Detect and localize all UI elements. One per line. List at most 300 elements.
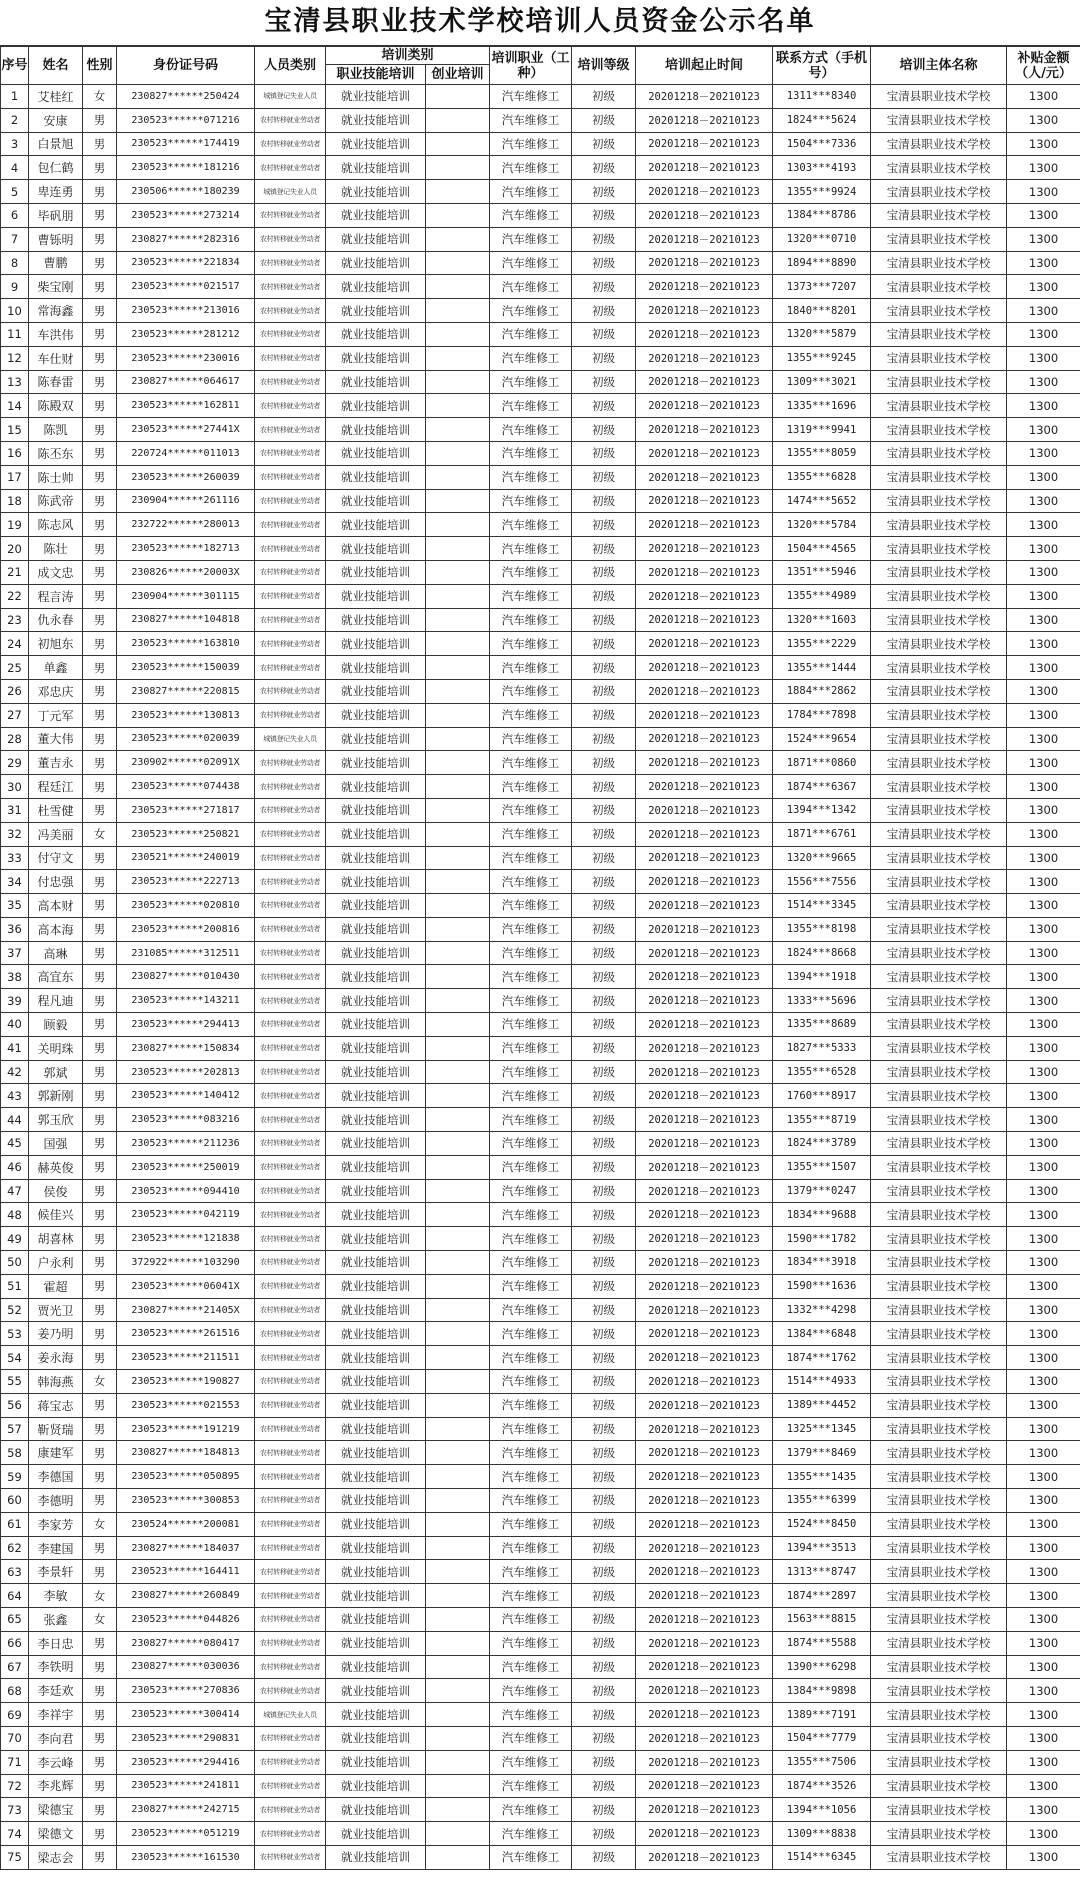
cell-level: 初级 — [572, 1465, 636, 1489]
cell-period: 20201218－20210123 — [636, 1560, 773, 1584]
cell-level: 初级 — [572, 727, 636, 751]
cell-occupation: 汽车维修工 — [490, 1084, 572, 1108]
cell-id-number: 230523******094410 — [117, 1179, 255, 1203]
cell-category: 农村转移就业劳动者 — [255, 1274, 326, 1298]
cell-amount: 1300 — [1007, 1584, 1080, 1608]
cell-seq: 6 — [1, 203, 29, 227]
cell-train-startup — [426, 1441, 490, 1465]
cell-phone: 1355***7506 — [773, 1750, 871, 1774]
cell-phone: 1824***8668 — [773, 941, 871, 965]
cell-name: 国强 — [29, 1132, 83, 1156]
cell-name: 康建军 — [29, 1441, 83, 1465]
table-row — [1, 441, 1080, 465]
cell-seq: 14 — [1, 394, 29, 418]
cell-train-skill: 就业技能培训 — [326, 1845, 426, 1869]
cell-amount: 1300 — [1007, 322, 1080, 346]
cell-phone: 1504***4565 — [773, 537, 871, 561]
cell-seq: 40 — [1, 1013, 29, 1037]
cell-seq: 15 — [1, 418, 29, 442]
cell-seq: 59 — [1, 1465, 29, 1489]
cell-train-skill: 就业技能培训 — [326, 584, 426, 608]
cell-seq: 25 — [1, 656, 29, 680]
cell-org: 宝清县职业技术学校 — [871, 798, 1007, 822]
cell-id-number: 230523******121838 — [117, 1227, 255, 1251]
table-row — [1, 870, 1080, 894]
cell-train-startup — [426, 180, 490, 204]
cell-phone: 1504***7336 — [773, 132, 871, 156]
cell-occupation: 汽车维修工 — [490, 894, 572, 918]
cell-seq: 8 — [1, 251, 29, 275]
cell-gender: 男 — [83, 180, 117, 204]
cell-amount: 1300 — [1007, 203, 1080, 227]
cell-level: 初级 — [572, 965, 636, 989]
cell-amount: 1300 — [1007, 489, 1080, 513]
cell-name: 李廷欢 — [29, 1679, 83, 1703]
cell-id-number: 230523******241811 — [117, 1774, 255, 1798]
cell-gender: 男 — [83, 1132, 117, 1156]
cell-period: 20201218－20210123 — [636, 917, 773, 941]
cell-gender: 男 — [83, 989, 117, 1013]
table-row — [1, 608, 1080, 632]
cell-occupation: 汽车维修工 — [490, 441, 572, 465]
cell-org: 宝清县职业技术学校 — [871, 584, 1007, 608]
cell-period: 20201218－20210123 — [636, 941, 773, 965]
cell-level: 初级 — [572, 1631, 636, 1655]
cell-level: 初级 — [572, 608, 636, 632]
cell-seq: 39 — [1, 989, 29, 1013]
cell-train-startup — [426, 489, 490, 513]
cell-id-number: 372922******103290 — [117, 1251, 255, 1275]
cell-phone: 1379***8469 — [773, 1441, 871, 1465]
cell-id-number: 230523******083216 — [117, 1108, 255, 1132]
cell-org: 宝清县职业技术学校 — [871, 227, 1007, 251]
cell-train-startup — [426, 1227, 490, 1251]
cell-name: 董吉永 — [29, 751, 83, 775]
cell-name: 李云峰 — [29, 1750, 83, 1774]
cell-org: 宝清县职业技术学校 — [871, 370, 1007, 394]
cell-id-number: 230523******074438 — [117, 775, 255, 799]
cell-train-startup — [426, 894, 490, 918]
cell-name: 毕矾朋 — [29, 203, 83, 227]
cell-name: 李敏 — [29, 1584, 83, 1608]
cell-org: 宝清县职业技术学校 — [871, 1417, 1007, 1441]
table-row — [1, 322, 1080, 346]
cell-period: 20201218－20210123 — [636, 798, 773, 822]
cell-phone: 1874***2897 — [773, 1584, 871, 1608]
cell-seq: 75 — [1, 1845, 29, 1869]
cell-level: 初级 — [572, 370, 636, 394]
cell-train-skill: 就业技能培训 — [326, 1013, 426, 1037]
cell-gender: 男 — [83, 679, 117, 703]
cell-phone: 1390***6298 — [773, 1655, 871, 1679]
cell-level: 初级 — [572, 1298, 636, 1322]
cell-org: 宝清县职业技术学校 — [871, 1655, 1007, 1679]
cell-amount: 1300 — [1007, 1798, 1080, 1822]
cell-seq: 29 — [1, 751, 29, 775]
cell-org: 宝清县职业技术学校 — [871, 1845, 1007, 1869]
cell-train-skill: 就业技能培训 — [326, 1274, 426, 1298]
cell-train-startup — [426, 394, 490, 418]
cell-org: 宝清县职业技术学校 — [871, 418, 1007, 442]
cell-org: 宝清县职业技术学校 — [871, 1155, 1007, 1179]
cell-org: 宝清县职业技术学校 — [871, 394, 1007, 418]
cell-amount: 1300 — [1007, 608, 1080, 632]
cell-phone: 1325***1345 — [773, 1417, 871, 1441]
cell-category: 农村转移就业劳动者 — [255, 846, 326, 870]
cell-train-startup — [426, 1036, 490, 1060]
cell-category: 农村转移就业劳动者 — [255, 275, 326, 299]
cell-occupation: 汽车维修工 — [490, 1703, 572, 1727]
header-gender: 性别 — [83, 47, 117, 85]
cell-org: 宝清县职业技术学校 — [871, 1179, 1007, 1203]
cell-id-number: 230827******184813 — [117, 1441, 255, 1465]
cell-name: 赫英俊 — [29, 1155, 83, 1179]
cell-org: 宝清县职业技术学校 — [871, 322, 1007, 346]
cell-category: 农村转移就业劳动者 — [255, 679, 326, 703]
cell-train-startup — [426, 1631, 490, 1655]
cell-phone: 1351***5946 — [773, 560, 871, 584]
cell-occupation: 汽车维修工 — [490, 1845, 572, 1869]
cell-phone: 1320***9665 — [773, 846, 871, 870]
cell-train-skill: 就业技能培训 — [326, 132, 426, 156]
cell-train-startup — [426, 632, 490, 656]
cell-seq: 58 — [1, 1441, 29, 1465]
cell-amount: 1300 — [1007, 251, 1080, 275]
cell-phone: 1394***1342 — [773, 798, 871, 822]
cell-train-startup — [426, 322, 490, 346]
cell-gender: 男 — [83, 1251, 117, 1275]
cell-period: 20201218－20210123 — [636, 180, 773, 204]
cell-train-skill: 就业技能培训 — [326, 727, 426, 751]
cell-train-skill: 就业技能培训 — [326, 370, 426, 394]
cell-occupation: 汽车维修工 — [490, 1655, 572, 1679]
cell-name: 韩海燕 — [29, 1370, 83, 1394]
cell-name: 候佳兴 — [29, 1203, 83, 1227]
cell-occupation: 汽车维修工 — [490, 608, 572, 632]
cell-period: 20201218－20210123 — [636, 727, 773, 751]
cell-phone: 1333***5696 — [773, 989, 871, 1013]
cell-name: 艾桂红 — [29, 85, 83, 109]
cell-category: 农村转移就业劳动者 — [255, 1132, 326, 1156]
table-row — [1, 822, 1080, 846]
cell-train-startup — [426, 441, 490, 465]
cell-seq: 36 — [1, 917, 29, 941]
cell-seq: 65 — [1, 1608, 29, 1632]
cell-category: 农村转移就业劳动者 — [255, 917, 326, 941]
cell-category: 农村转移就业劳动者 — [255, 441, 326, 465]
cell-phone: 1320***1603 — [773, 608, 871, 632]
cell-train-skill: 就业技能培训 — [326, 822, 426, 846]
cell-id-number: 230904******261116 — [117, 489, 255, 513]
cell-category: 农村转移就业劳动者 — [255, 1726, 326, 1750]
cell-train-skill: 就业技能培训 — [326, 1393, 426, 1417]
cell-train-skill: 就业技能培训 — [326, 322, 426, 346]
cell-name: 郭新刚 — [29, 1084, 83, 1108]
cell-occupation: 汽车维修工 — [490, 989, 572, 1013]
cell-gender: 男 — [83, 1679, 117, 1703]
cell-train-startup — [426, 608, 490, 632]
cell-seq: 12 — [1, 346, 29, 370]
table-row — [1, 465, 1080, 489]
cell-level: 初级 — [572, 1679, 636, 1703]
table-row — [1, 1822, 1080, 1846]
cell-category: 农村转移就业劳动者 — [255, 418, 326, 442]
cell-train-startup — [426, 465, 490, 489]
cell-train-startup — [426, 989, 490, 1013]
cell-org: 宝清县职业技术学校 — [871, 1679, 1007, 1703]
cell-gender: 女 — [83, 822, 117, 846]
cell-amount: 1300 — [1007, 1084, 1080, 1108]
cell-level: 初级 — [572, 537, 636, 561]
cell-seq: 24 — [1, 632, 29, 656]
cell-amount: 1300 — [1007, 299, 1080, 323]
cell-occupation: 汽车维修工 — [490, 1822, 572, 1846]
cell-train-skill: 就业技能培训 — [326, 156, 426, 180]
cell-train-skill: 就业技能培训 — [326, 1036, 426, 1060]
cell-id-number: 230902******02091X — [117, 751, 255, 775]
cell-id-number: 230827******150834 — [117, 1036, 255, 1060]
cell-occupation: 汽车维修工 — [490, 1322, 572, 1346]
cell-occupation: 汽车维修工 — [490, 370, 572, 394]
cell-train-startup — [426, 1132, 490, 1156]
cell-name: 李日忠 — [29, 1631, 83, 1655]
cell-period: 20201218－20210123 — [636, 370, 773, 394]
cell-phone: 1332***4298 — [773, 1298, 871, 1322]
cell-category: 农村转移就业劳动者 — [255, 798, 326, 822]
cell-level: 初级 — [572, 156, 636, 180]
cell-gender: 男 — [83, 465, 117, 489]
cell-train-startup — [426, 1822, 490, 1846]
table-row — [1, 489, 1080, 513]
header-id: 身份证号码 — [117, 47, 255, 85]
cell-train-startup — [426, 727, 490, 751]
cell-seq: 57 — [1, 1417, 29, 1441]
cell-period: 20201218－20210123 — [636, 1750, 773, 1774]
cell-seq: 55 — [1, 1370, 29, 1394]
cell-train-startup — [426, 275, 490, 299]
table-row — [1, 85, 1080, 109]
cell-gender: 男 — [83, 537, 117, 561]
cell-gender: 男 — [83, 1703, 117, 1727]
cell-period: 20201218－20210123 — [636, 322, 773, 346]
cell-level: 初级 — [572, 1441, 636, 1465]
cell-id-number: 230523******051219 — [117, 1822, 255, 1846]
cell-org: 宝清县职业技术学校 — [871, 1036, 1007, 1060]
table-row — [1, 1703, 1080, 1727]
cell-org: 宝清县职业技术学校 — [871, 822, 1007, 846]
cell-train-skill: 就业技能培训 — [326, 85, 426, 109]
table-row — [1, 1322, 1080, 1346]
cell-phone: 1319***9941 — [773, 418, 871, 442]
table-row — [1, 418, 1080, 442]
cell-org: 宝清县职业技术学校 — [871, 1322, 1007, 1346]
cell-id-number: 230523******130813 — [117, 703, 255, 727]
cell-phone: 1394***3513 — [773, 1536, 871, 1560]
cell-id-number: 230523******162811 — [117, 394, 255, 418]
cell-phone: 1320***5784 — [773, 513, 871, 537]
cell-amount: 1300 — [1007, 941, 1080, 965]
cell-id-number: 230523******143211 — [117, 989, 255, 1013]
cell-level: 初级 — [572, 870, 636, 894]
cell-train-startup — [426, 846, 490, 870]
cell-level: 初级 — [572, 489, 636, 513]
cell-category: 农村转移就业劳动者 — [255, 1536, 326, 1560]
cell-phone: 1335***8689 — [773, 1013, 871, 1037]
cell-period: 20201218－20210123 — [636, 1679, 773, 1703]
table-row — [1, 751, 1080, 775]
cell-id-number: 230523******021517 — [117, 275, 255, 299]
table-row — [1, 180, 1080, 204]
table-row — [1, 394, 1080, 418]
cell-level: 初级 — [572, 1822, 636, 1846]
cell-gender: 男 — [83, 1393, 117, 1417]
cell-train-skill: 就业技能培训 — [326, 941, 426, 965]
cell-train-skill: 就业技能培训 — [326, 989, 426, 1013]
cell-seq: 64 — [1, 1584, 29, 1608]
cell-train-skill: 就业技能培训 — [326, 632, 426, 656]
cell-seq: 50 — [1, 1251, 29, 1275]
cell-id-number: 230523******042119 — [117, 1203, 255, 1227]
cell-period: 20201218－20210123 — [636, 1013, 773, 1037]
cell-org: 宝清县职业技术学校 — [871, 965, 1007, 989]
cell-period: 20201218－20210123 — [636, 1655, 773, 1679]
table-row — [1, 894, 1080, 918]
cell-occupation: 汽车维修工 — [490, 132, 572, 156]
cell-phone: 1355***1444 — [773, 656, 871, 680]
cell-train-skill: 就业技能培训 — [326, 1298, 426, 1322]
cell-id-number: 230523******27441X — [117, 418, 255, 442]
cell-id-number: 230523******250821 — [117, 822, 255, 846]
cell-name: 户永利 — [29, 1251, 83, 1275]
cell-period: 20201218－20210123 — [636, 1417, 773, 1441]
cell-period: 20201218－20210123 — [636, 965, 773, 989]
cell-seq: 13 — [1, 370, 29, 394]
cell-seq: 20 — [1, 537, 29, 561]
cell-amount: 1300 — [1007, 275, 1080, 299]
cell-train-startup — [426, 1536, 490, 1560]
cell-gender: 男 — [83, 227, 117, 251]
cell-phone: 1874***3526 — [773, 1774, 871, 1798]
cell-id-number: 230523******261516 — [117, 1322, 255, 1346]
table-row — [1, 1227, 1080, 1251]
cell-phone: 1355***1435 — [773, 1465, 871, 1489]
cell-category: 农村转移就业劳动者 — [255, 1251, 326, 1275]
cell-occupation: 汽车维修工 — [490, 656, 572, 680]
cell-amount: 1300 — [1007, 1608, 1080, 1632]
table-row — [1, 584, 1080, 608]
cell-category: 农村转移就业劳动者 — [255, 822, 326, 846]
cell-train-skill: 就业技能培训 — [326, 1370, 426, 1394]
cell-gender: 男 — [83, 370, 117, 394]
table-row — [1, 1370, 1080, 1394]
cell-category: 农村转移就业劳动者 — [255, 1774, 326, 1798]
cell-train-startup — [426, 798, 490, 822]
header-occupation: 培训职业（工种） — [490, 47, 572, 85]
cell-level: 初级 — [572, 1179, 636, 1203]
cell-period: 20201218－20210123 — [636, 822, 773, 846]
cell-train-startup — [426, 1346, 490, 1370]
cell-org: 宝清县职业技术学校 — [871, 941, 1007, 965]
cell-phone: 1827***5333 — [773, 1036, 871, 1060]
cell-name: 关明珠 — [29, 1036, 83, 1060]
cell-amount: 1300 — [1007, 703, 1080, 727]
cell-occupation: 汽车维修工 — [490, 1346, 572, 1370]
cell-id-number: 230523******140412 — [117, 1084, 255, 1108]
cell-occupation: 汽车维修工 — [490, 917, 572, 941]
cell-seq: 69 — [1, 1703, 29, 1727]
cell-period: 20201218－20210123 — [636, 465, 773, 489]
cell-category: 农村转移就业劳动者 — [255, 1822, 326, 1846]
table-row — [1, 798, 1080, 822]
table-row — [1, 1774, 1080, 1798]
cell-org: 宝清县职业技术学校 — [871, 441, 1007, 465]
cell-id-number: 230827******21405X — [117, 1298, 255, 1322]
header-name: 姓名 — [29, 47, 83, 85]
cell-occupation: 汽车维修工 — [490, 513, 572, 537]
header-org: 培训主体名称 — [871, 47, 1007, 85]
cell-id-number: 230523******020810 — [117, 894, 255, 918]
cell-gender: 男 — [83, 513, 117, 537]
table-row — [1, 775, 1080, 799]
cell-name: 曹铄明 — [29, 227, 83, 251]
cell-id-number: 230523******221834 — [117, 251, 255, 275]
cell-period: 20201218－20210123 — [636, 1274, 773, 1298]
table-row — [1, 1798, 1080, 1822]
cell-amount: 1300 — [1007, 1060, 1080, 1084]
cell-org: 宝清县职业技术学校 — [871, 1512, 1007, 1536]
table-row — [1, 679, 1080, 703]
cell-org: 宝清县职业技术学校 — [871, 1774, 1007, 1798]
cell-phone: 1313***8747 — [773, 1560, 871, 1584]
cell-occupation: 汽车维修工 — [490, 560, 572, 584]
cell-name: 程言涛 — [29, 584, 83, 608]
cell-period: 20201218－20210123 — [636, 608, 773, 632]
cell-period: 20201218－20210123 — [636, 1227, 773, 1251]
cell-period: 20201218－20210123 — [636, 537, 773, 561]
cell-name: 李兆辉 — [29, 1774, 83, 1798]
cell-phone: 1384***6848 — [773, 1322, 871, 1346]
cell-train-skill: 就业技能培训 — [326, 1489, 426, 1513]
cell-train-startup — [426, 1845, 490, 1869]
cell-seq: 44 — [1, 1108, 29, 1132]
cell-id-number: 220724******011013 — [117, 441, 255, 465]
cell-category: 农村转移就业劳动者 — [255, 513, 326, 537]
cell-gender: 男 — [83, 1227, 117, 1251]
cell-train-skill: 就业技能培训 — [326, 870, 426, 894]
cell-id-number: 230506******180239 — [117, 180, 255, 204]
cell-id-number: 230523******273214 — [117, 203, 255, 227]
cell-occupation: 汽车维修工 — [490, 465, 572, 489]
cell-id-number: 230523******222713 — [117, 870, 255, 894]
cell-train-skill: 就业技能培训 — [326, 1536, 426, 1560]
cell-gender: 男 — [83, 1798, 117, 1822]
table-row — [1, 275, 1080, 299]
cell-id-number: 230523******174419 — [117, 132, 255, 156]
cell-category: 农村转移就业劳动者 — [255, 1393, 326, 1417]
cell-id-number: 230827******030036 — [117, 1655, 255, 1679]
cell-id-number: 230523******290831 — [117, 1726, 255, 1750]
cell-occupation: 汽车维修工 — [490, 727, 572, 751]
cell-train-startup — [426, 1084, 490, 1108]
cell-amount: 1300 — [1007, 370, 1080, 394]
cell-category: 农村转移就业劳动者 — [255, 1560, 326, 1584]
cell-seq: 52 — [1, 1298, 29, 1322]
cell-org: 宝清县职业技术学校 — [871, 465, 1007, 489]
cell-level: 初级 — [572, 560, 636, 584]
cell-amount: 1300 — [1007, 1560, 1080, 1584]
table-row — [1, 1274, 1080, 1298]
cell-gender: 女 — [83, 85, 117, 109]
